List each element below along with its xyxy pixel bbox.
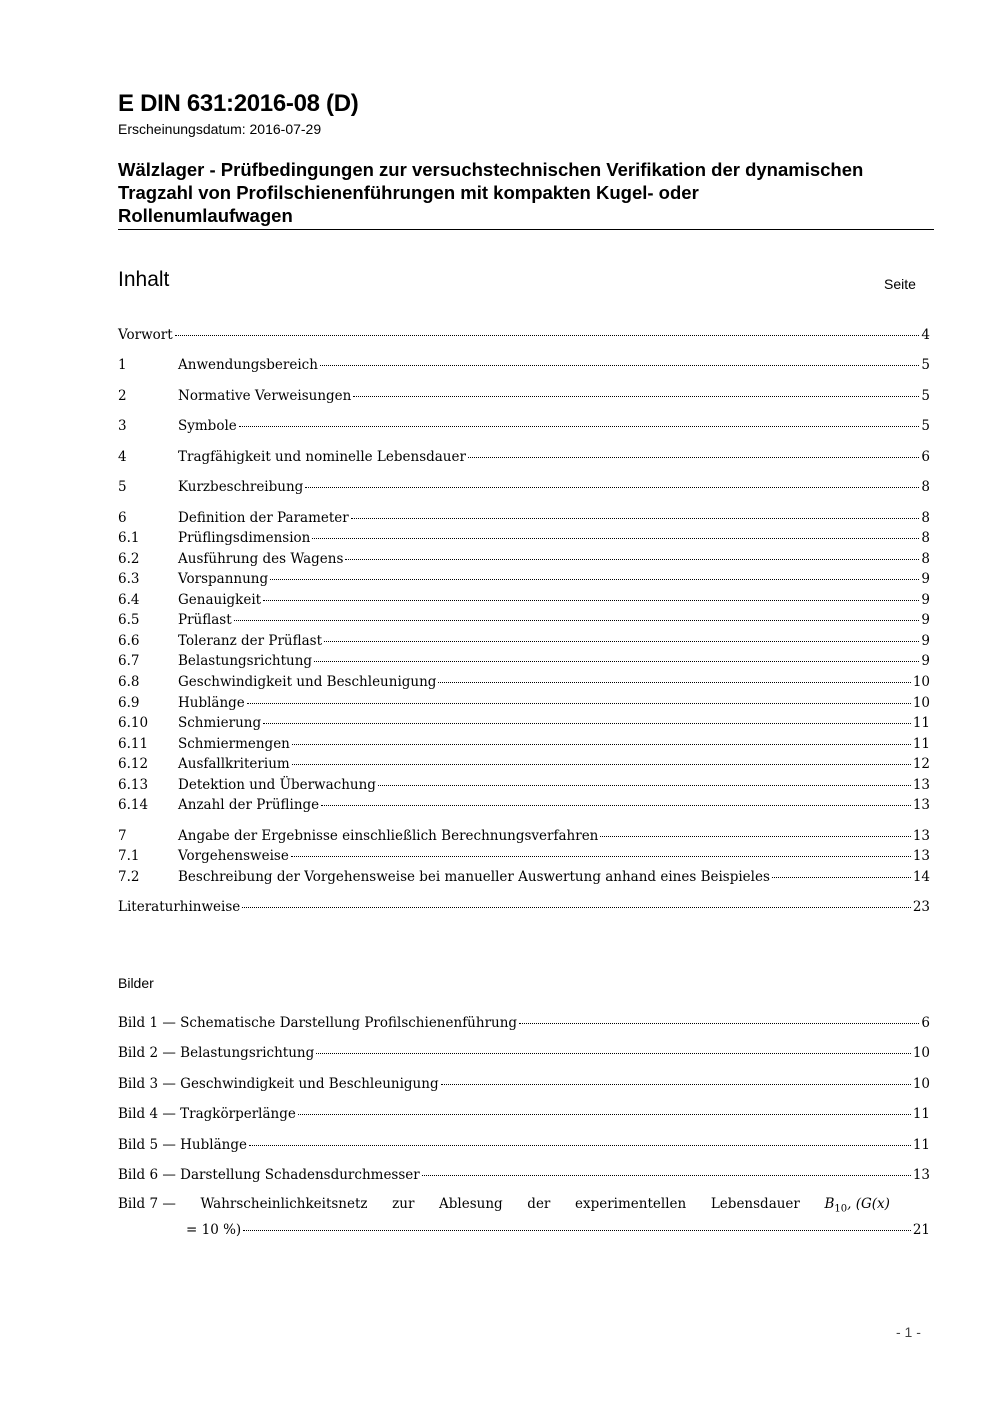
toc-entry-number: 7.2	[118, 869, 140, 885]
toc-entry-title: Toleranz der Prüflast	[178, 633, 323, 649]
toc-entry[interactable]	[118, 327, 930, 347]
toc-entry[interactable]	[118, 612, 930, 632]
toc-entry-title: Ausfallkriterium	[178, 756, 290, 772]
dot-leader	[305, 487, 919, 488]
toc-entry-number: 4	[118, 449, 127, 465]
publication-date: Erscheinungsdatum: 2016-07-29	[118, 121, 322, 137]
math-subscript-10: 10	[834, 1203, 848, 1215]
toc-entry-title: Schmierung	[178, 715, 262, 731]
toc-entry-page: 8	[921, 479, 930, 495]
figure-7-line2: = 10 %)	[186, 1222, 242, 1238]
toc-entry-number: 6.10	[118, 715, 149, 731]
document-id: E DIN 631:2016-08 (D)	[118, 90, 359, 117]
toc-entry-title: Vorwort	[118, 327, 173, 343]
figure-entry-title: Bild 1 — Schematische Darstellung Profilschienenführung	[118, 1015, 518, 1031]
dot-leader	[378, 785, 911, 786]
figure-7-page: 21	[912, 1222, 930, 1238]
toc-entry-page: 12	[912, 756, 930, 772]
toc-entry-title: Prüflast	[178, 612, 232, 628]
toc-entry-page: 6	[921, 449, 930, 465]
figure-entry[interactable]	[118, 1015, 930, 1035]
dot-leader	[292, 764, 911, 765]
figure-entry[interactable]	[118, 1106, 930, 1126]
dot-leader	[298, 1114, 911, 1115]
toc-entry-number: 6.4	[118, 592, 140, 608]
dot-leader	[320, 365, 919, 366]
toc-entry-page: 9	[921, 653, 930, 669]
toc-entry[interactable]	[118, 357, 930, 377]
toc-entry-title: Detektion und Überwachung	[178, 777, 376, 793]
figure-entry-bild-7-continued[interactable]	[186, 1222, 930, 1238]
toc-entry-title: Angabe der Ergebnisse einschließlich Berechnungsverfahren	[178, 828, 599, 844]
toc-entry[interactable]	[118, 530, 930, 550]
figure-entry[interactable]	[118, 1137, 930, 1157]
toc-entry[interactable]	[118, 715, 930, 735]
dot-leader	[175, 335, 920, 336]
toc-entry-title: Definition der Parameter	[178, 510, 349, 526]
toc-entry-page: 10	[912, 674, 930, 690]
toc-entry-number: 6.5	[118, 612, 140, 628]
dot-leader	[242, 907, 911, 908]
dot-leader	[314, 661, 919, 662]
figure-entry-title: Bild 4 — Tragkörperlänge	[118, 1106, 296, 1122]
toc-entry-number: 2	[118, 388, 127, 404]
toc-entry-number: 6	[118, 510, 127, 526]
toc-entry-number: 6.12	[118, 756, 149, 772]
toc-entry-title: Symbole	[178, 418, 237, 434]
dot-leader	[247, 703, 911, 704]
toc-entry-page: 8	[921, 510, 930, 526]
toc-entry-number: 6.7	[118, 653, 140, 669]
figure-entry-title: Bild 6 — Darstellung Schadensdurchmesser	[118, 1167, 420, 1183]
toc-entry-page: 9	[921, 592, 930, 608]
toc-entry-page: 5	[921, 357, 930, 373]
toc-entry[interactable]	[118, 653, 930, 673]
toc-entry-number: 6.13	[118, 777, 149, 793]
toc-entry[interactable]	[118, 899, 930, 919]
dot-leader	[234, 620, 920, 621]
toc-entry-title: Tragfähigkeit und nominelle Lebensdauer	[178, 449, 466, 465]
figure-entry[interactable]	[118, 1045, 930, 1065]
toc-entry-page: 8	[921, 530, 930, 546]
toc-entry-page: 5	[921, 388, 930, 404]
figure-entry-page: 6	[921, 1015, 930, 1031]
dot-leader	[263, 723, 911, 724]
toc-entry-title: Schmiermengen	[178, 736, 290, 752]
toc-entry[interactable]	[118, 695, 930, 715]
toc-entry[interactable]	[118, 756, 930, 776]
toc-entry[interactable]	[118, 633, 930, 653]
figure-entry-title: Bild 2 — Belastungsrichtung	[118, 1045, 315, 1061]
figure-entry-page: 13	[912, 1167, 930, 1183]
title-line-1: Wälzlager - Prüfbedingungen zur versuchstechnischen Verifikation der dynamischen	[118, 159, 864, 180]
toc-entry-number: 7	[118, 828, 127, 844]
page-number: - 1 -	[896, 1324, 921, 1340]
dot-leader	[600, 836, 910, 837]
dot-leader	[316, 1053, 911, 1054]
dot-leader	[422, 1175, 911, 1176]
toc-entry[interactable]	[118, 592, 930, 612]
toc-entry-title: Geschwindigkeit und Beschleunigung	[178, 674, 437, 690]
dot-leader	[351, 518, 920, 519]
title-divider	[118, 229, 934, 230]
toc-entry-page: 23	[912, 899, 930, 915]
toc-entry[interactable]	[118, 449, 930, 469]
figure-entry-page: 11	[912, 1137, 930, 1153]
toc-entry-number: 6.14	[118, 797, 149, 813]
toc-entry-title: Vorspannung	[178, 571, 269, 587]
toc-entry-title: Prüflingsdimension	[178, 530, 311, 546]
dot-leader	[345, 559, 919, 560]
figure-7-word: der	[527, 1196, 551, 1212]
figure-entry-page: 10	[912, 1076, 930, 1092]
toc-entry-page: 11	[912, 715, 930, 731]
dot-leader	[321, 805, 911, 806]
toc-entry[interactable]	[118, 571, 930, 591]
page-column-label: Seite	[884, 276, 916, 292]
toc-entry-title: Literaturhinweise	[118, 899, 241, 915]
toc-entry-number: 6.11	[118, 736, 149, 752]
toc-entry[interactable]	[118, 869, 930, 889]
toc-entry-title: Kurzbeschreibung	[178, 479, 304, 495]
dot-leader	[468, 457, 919, 458]
toc-heading: Inhalt	[118, 268, 170, 291]
toc-entry-page: 9	[921, 612, 930, 628]
dot-leader	[772, 877, 911, 878]
toc-entry-page: 8	[921, 551, 930, 567]
title-line-2: Tragzahl von Profilschienenführungen mit kompakten Kugel- oder	[118, 182, 699, 203]
toc-entry[interactable]	[118, 418, 930, 438]
toc-entry-page: 13	[912, 828, 930, 844]
figure-entry[interactable]	[118, 1167, 930, 1187]
dot-leader	[291, 856, 911, 857]
dot-leader	[438, 682, 910, 683]
toc-entry-number: 6.1	[118, 530, 140, 546]
toc-entry-page: 13	[912, 797, 930, 813]
toc-entry-number: 6.9	[118, 695, 140, 711]
toc-entry-page: 5	[921, 418, 930, 434]
toc-entry-number: 6.3	[118, 571, 140, 587]
figure-7-math	[825, 1196, 890, 1215]
figure-7-word: experimentellen	[575, 1196, 687, 1212]
toc-entry-title: Normative Verweisungen	[178, 388, 352, 404]
figure-7-label: Bild 7 —	[118, 1196, 176, 1212]
document-title	[118, 158, 933, 227]
figure-entry-title: Bild 3 — Geschwindigkeit und Beschleunigung	[118, 1076, 439, 1092]
dot-leader	[263, 600, 919, 601]
toc-entry-title: Anzahl der Prüflinge	[178, 797, 320, 813]
dot-leader	[519, 1023, 919, 1024]
toc-entry[interactable]	[118, 797, 930, 817]
toc-entry-number: 3	[118, 418, 127, 434]
figure-entry[interactable]	[118, 1076, 930, 1096]
figure-entry-page: 10	[912, 1045, 930, 1061]
toc-entry-number: 7.1	[118, 848, 140, 864]
toc-entry-page: 13	[912, 848, 930, 864]
figure-7-word: zur	[392, 1196, 415, 1212]
toc-entry-page: 9	[921, 633, 930, 649]
toc-entry-number: 5	[118, 479, 127, 495]
toc-entry-page: 10	[912, 695, 930, 711]
toc-entry[interactable]	[118, 674, 930, 694]
figure-entry-title: Bild 5 — Hublänge	[118, 1137, 247, 1153]
toc-entry[interactable]	[118, 510, 930, 530]
toc-entry-page: 11	[912, 736, 930, 752]
dot-leader	[239, 426, 920, 427]
toc-entry-page: 13	[912, 777, 930, 793]
title-line-3: Rollenumlaufwagen	[118, 205, 293, 226]
toc-entry[interactable]	[118, 551, 930, 571]
figures-heading: Bilder	[118, 975, 154, 991]
figure-entry-page: 11	[912, 1106, 930, 1122]
figure-entry-bild-7[interactable]	[118, 1196, 890, 1215]
toc-entry-title: Genauigkeit	[178, 592, 262, 608]
toc-entry-page: 14	[912, 869, 930, 885]
dot-leader	[312, 538, 919, 539]
toc-entry[interactable]	[118, 777, 930, 797]
math-symbol-b: B	[824, 1196, 835, 1212]
dot-leader	[249, 1145, 911, 1146]
toc-entry-page: 9	[921, 571, 930, 587]
dot-leader	[243, 1230, 911, 1231]
toc-entry-number: 6.2	[118, 551, 140, 567]
dot-leader	[324, 641, 919, 642]
dot-leader	[353, 396, 919, 397]
toc-entry[interactable]	[118, 828, 930, 848]
toc-entry-title: Belastungsrichtung	[178, 653, 313, 669]
toc-entry-title: Anwendungsbereich	[178, 357, 318, 373]
toc-entry-number: 6.8	[118, 674, 140, 690]
toc-entry-number: 6.6	[118, 633, 140, 649]
toc-entry-title: Vorgehensweise	[178, 848, 289, 864]
toc-entry-title: Beschreibung der Vorgehensweise bei manueller Auswertung anhand eines Beispieles	[178, 869, 770, 885]
dot-leader	[441, 1084, 911, 1085]
dot-leader	[270, 579, 919, 580]
dot-leader	[292, 744, 911, 745]
toc-entry-page: 4	[921, 327, 930, 343]
toc-entry[interactable]	[118, 848, 930, 868]
figure-7-word: Lebensdauer	[710, 1196, 800, 1212]
toc-entry[interactable]	[118, 736, 930, 756]
toc-entry[interactable]	[118, 388, 930, 408]
figure-7-word: Wahrscheinlichkeitsnetz	[200, 1196, 368, 1212]
toc-entry-number: 1	[118, 357, 127, 373]
figure-7-word: Ablesung	[439, 1196, 503, 1212]
toc-entry-title: Hublänge	[178, 695, 245, 711]
toc-entry-title: Ausführung des Wagens	[178, 551, 344, 567]
math-gx: , (G(x)	[847, 1196, 890, 1212]
toc-entry[interactable]	[118, 479, 930, 499]
